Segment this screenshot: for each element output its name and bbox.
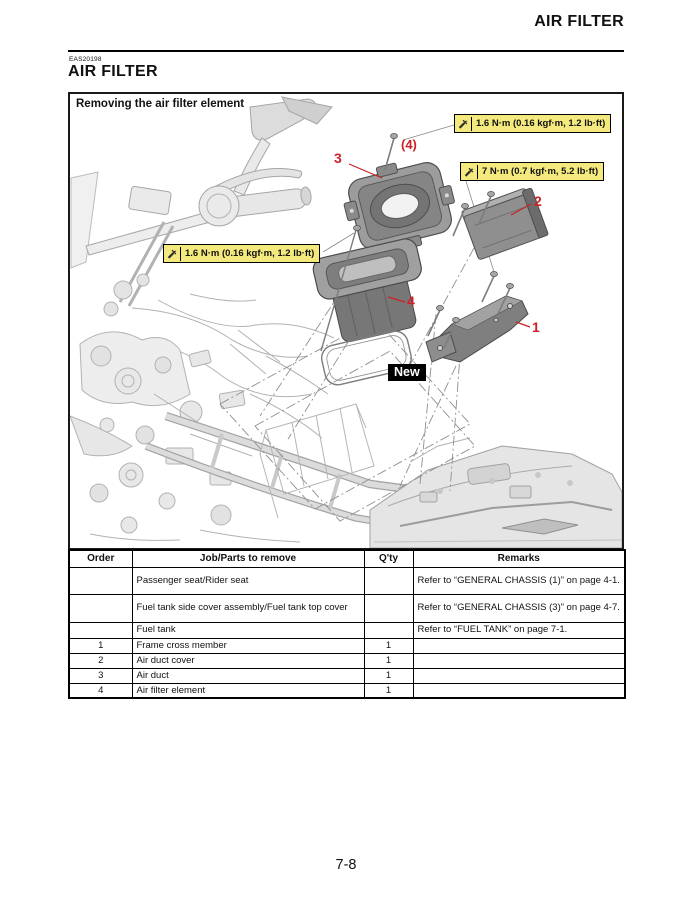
part-4-air-filter-element [311, 237, 434, 347]
col-header-qty: Q'ty [364, 550, 413, 567]
cell-job: Air filter element [132, 683, 364, 698]
cell-qty [364, 594, 413, 622]
header-rule [68, 50, 624, 52]
torque-value: 1.6 N·m (0.16 kgf·m, 1.2 lb·ft) [476, 118, 606, 129]
table-row [69, 653, 625, 668]
torque-wrench-icon [166, 247, 181, 261]
cell-job: Fuel tank side cover assembly/Fuel tank top cover [132, 594, 364, 622]
part-label-3: 3 [334, 150, 342, 166]
cell-job: Frame cross member [132, 638, 364, 653]
table-row [69, 668, 625, 683]
page-number: 7-8 [335, 857, 357, 873]
cell-order: 1 [69, 638, 132, 653]
part-label-4-qty: (4) [401, 137, 417, 152]
figure-caption: Removing the air filter element [76, 98, 245, 110]
cell-remarks: Refer to “GENERAL CHASSIS (3)” on page 4-7. [413, 594, 625, 622]
section-code: EAS20198 [69, 56, 102, 63]
running-header: AIR FILTER [534, 13, 624, 30]
torque-callout-air-duct [454, 114, 611, 133]
torque-wrench-icon [463, 165, 478, 179]
cell-remarks [413, 638, 625, 653]
col-header-order: Order [69, 550, 132, 567]
col-header-remarks: Remarks [413, 550, 625, 567]
table-row [69, 638, 625, 653]
cell-job: Air duct [132, 668, 364, 683]
torque-value: 7 N·m (0.7 kgf·m, 5.2 lb·ft) [482, 166, 599, 177]
cell-order [69, 567, 132, 594]
part-label-1: 1 [532, 319, 540, 335]
cell-remarks: Refer to “GENERAL CHASSIS (1)” on page 4-1. [413, 567, 625, 594]
cell-remarks [413, 683, 625, 698]
torque-wrench-icon [457, 117, 472, 131]
cell-order [69, 622, 132, 638]
cell-qty: 1 [364, 653, 413, 668]
cell-remarks [413, 653, 625, 668]
table-row [69, 683, 625, 698]
part-label-4: 4 [407, 293, 415, 309]
table-header-row [69, 550, 625, 567]
motorcycle-sketch [70, 97, 334, 542]
rack-grid [260, 404, 374, 518]
cell-qty: 1 [364, 638, 413, 653]
cell-order: 3 [69, 668, 132, 683]
cell-qty [364, 567, 413, 594]
parts-table [68, 549, 626, 699]
torque-callout-air-duct-cover [460, 162, 604, 181]
cell-order: 2 [69, 653, 132, 668]
cell-job: Fuel tank [132, 622, 364, 638]
cell-order [69, 594, 132, 622]
table-row [69, 594, 625, 622]
new-part-badge: New [388, 364, 426, 381]
table-row [69, 567, 625, 594]
cell-qty: 1 [364, 668, 413, 683]
col-header-job: Job/Parts to remove [132, 550, 364, 567]
cell-remarks: Refer to “FUEL TANK” on page 7-1. [413, 622, 625, 638]
cell-qty: 1 [364, 683, 413, 698]
part-label-2: 2 [534, 193, 542, 209]
cell-job: Air duct cover [132, 653, 364, 668]
table-row [69, 622, 625, 638]
cell-remarks [413, 668, 625, 683]
cell-job: Passenger seat/Rider seat [132, 567, 364, 594]
cell-qty [364, 622, 413, 638]
exploded-view-figure [68, 92, 624, 550]
cell-order: 4 [69, 683, 132, 698]
page-title: AIR FILTER [68, 63, 158, 80]
torque-value: 1.6 N·m (0.16 kgf·m, 1.2 lb·ft) [185, 248, 315, 259]
tail-section [370, 438, 622, 548]
torque-callout-filter-screw [163, 244, 320, 263]
